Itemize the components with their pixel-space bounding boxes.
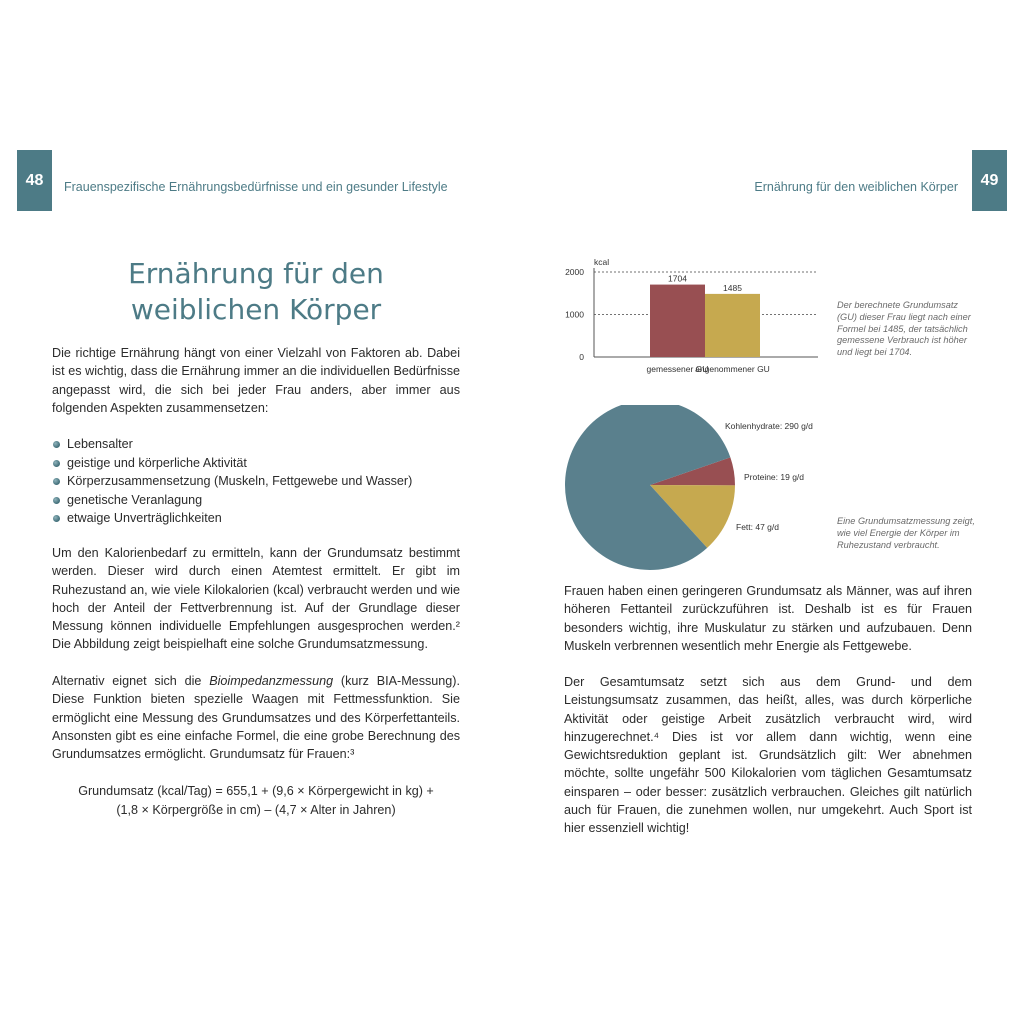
calorie-paragraph: Um den Kalorienbedarf zu ermitteln, kann der Grundumsatz bestimmt werden. Dieser wird durch einen Atemtest ermittelt. Er gibt im Ruhezustand an, wie viele Kilokalorien (kcal) verbraucht werden und wie hoch der Anteil der Fettverbrennung ist. Auf der Grundlage dieser Messung können individuelle Empfehlungen ausgesprochen werden.² Die Abbildung zeigt beispielhaft eine solche Grundumsatzmessung.: [52, 546, 460, 652]
y-tick-label: 0: [579, 352, 584, 362]
bar: [650, 285, 705, 357]
bia-term: Bioimpedanzmessung: [209, 674, 334, 688]
page-number-right: 49: [972, 150, 1007, 211]
bullet-icon: [53, 515, 60, 522]
title-line-2: weiblichen Körper: [130, 293, 382, 326]
running-head-right: Ernährung für den weiblichen Körper: [754, 180, 958, 194]
bar-value-label: 1485: [723, 282, 742, 293]
page-number-left: 48: [17, 150, 52, 211]
right-paragraph-1: Frauen haben einen geringeren Grundumsatz als Männer, was auf ihren höheren Fettanteil zurückzuführen ist. Deshalb ist es für Frauen besonders wichtig, ihre Muskulatur zu stärken und aufzubauen. Denn Muskeln verbrennen wesentlich mehr Energie als Fettgewebe.: [564, 584, 972, 653]
list-item: Körperzusammensetzung (Muskeln, Fettgewebe und Wasser): [52, 472, 460, 491]
page-title: [52, 256, 460, 328]
bar-value-label: 1704: [668, 273, 687, 284]
y-tick-label: 1000: [565, 309, 584, 320]
pie-slice-label: Proteine: 19 g/d: [744, 472, 805, 482]
pie-chart: [560, 405, 832, 577]
list-item: genetische Veranlagung: [52, 491, 460, 510]
title-line-1: Ernährung für den: [128, 257, 384, 290]
bullet-icon: [53, 460, 60, 467]
bullet-icon: [53, 441, 60, 448]
bar: [705, 294, 760, 357]
list-item: etwaige Unverträglichkeiten: [52, 509, 460, 528]
x-tick-label: gemessener GU: [646, 364, 709, 374]
bar-chart: [560, 252, 830, 382]
list-item: geistige und körperliche Aktivität: [52, 454, 460, 473]
running-head-left: Frauenspezifische Ernährungsbedürfnisse und ein gesunder Lifestyle: [64, 180, 448, 194]
bullet-icon: [53, 497, 60, 504]
y-tick-label: 2000: [565, 267, 584, 277]
pie-chart-caption: Eine Grundumsatzmessung zeigt, wie viel Energie der Körper im Ruhezustand verbraucht.: [837, 516, 975, 550]
intro-paragraph: Die richtige Ernährung hängt von einer Vielzahl von Faktoren ab. Dabei ist es wichtig, dass die Ernährung immer an die individuellen Bedürfnisse angepasst wird, die sich bei jeder Frau anders, aber immer aus folgenden Aspekten zusammensetzen:: [52, 346, 460, 415]
x-tick-label: angenommener GU: [695, 364, 770, 374]
right-paragraph-2: Der Gesamtumsatz setzt sich aus dem Grund- und dem Leistungsumsatz zusammen, das heißt, alles, was durch körperliche Aktivität oder geistige Arbeit zusätzlich verbraucht wird, wird hinzugerechnet.⁴ Dies ist vor allem dann wichtig, wenn eine Gewichtsreduktion geplant ist. Grundsätzlich gilt: Wer abnehmen möchte, sollte ungefähr 500 Kilokalorien vom täglichen Gesamtumsatz einsparen – oder besser: zusätzlich verbrauchen. Gleiches gilt natürlich auch für Frauen, die zunehmen wollen, nur umgekehrt. Auch Sport ist hier essenziell wichtig!: [564, 675, 972, 836]
aspect-list: [52, 435, 460, 528]
bullet-icon: [53, 478, 60, 485]
formula-line-2: (1,8 × Körpergröße in cm) – (4,7 × Alter in Jahren): [116, 802, 396, 817]
bar-chart-caption: Der berechnete Grundumsatz (GU) dieser Frau liegt nach einer Formel bei 1485, der tatsächlich gemessene Verbrauch ist höher und liegt bei 1704.: [837, 300, 971, 358]
list-item: Lebensalter: [52, 435, 460, 454]
bia-paragraph: Alternativ eignet sich die Bioimpedanzmessung (kurz BIA-Messung). Diese Funktion bieten spezielle Waagen mit Fettmessfunktion. Sie ermöglicht eine Messung des Grundumsatzes und des Körperfettanteils. Ansonsten gibt es eine einfache Formel, die eine grobe Berechnung des Grundumsatzes ermöglicht. Grundumsatz für Frauen:³: [52, 674, 460, 762]
formula: [52, 782, 460, 819]
pie-slice-label: Fett: 47 g/d: [736, 522, 779, 532]
formula-line-1: Grundumsatz (kcal/Tag) = 655,1 + (9,6 × Körpergewicht in kg) +: [78, 784, 434, 798]
pie-slice-label: Kohlenhydrate: 290 g/d: [725, 421, 813, 431]
y-axis-label: kcal: [594, 257, 610, 267]
